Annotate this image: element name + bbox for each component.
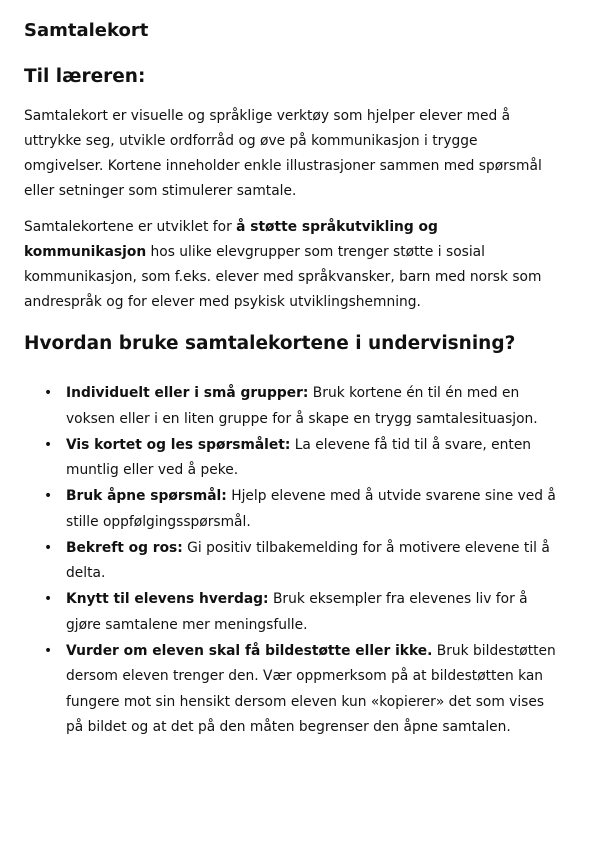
purpose-text-end: hos ulike elevgrupper som trenger støtte i sosial kommunikasjon, som f.eks. elever med språkvansker, barn med norsk som andrespråk og for elever med psykisk utviklingshemning.: [24, 244, 542, 310]
tip-title: Vis kortet og les spørsmålet:: [66, 436, 291, 453]
list-item: [24, 587, 560, 638]
bullet-icon: •: [44, 539, 53, 556]
tip-text: Bruk bildestøtten dersom eleven trenger den. Vær oppmerksom på at bildestøtten kan fungere mot sin hensikt dersom eleven kun «kopierer» det som vises på bildet og at det på den måten begrenser den åpne samtalen.: [66, 642, 556, 735]
usage-heading: Hvordan bruke samtalekortene i undervisning?: [24, 333, 516, 354]
list-item: [24, 639, 560, 741]
bullet-icon: •: [44, 488, 53, 504]
tip-text: La elevene få tid til å svare, enten muntlig eller ved å peke.: [66, 436, 532, 478]
tip-title: Vurder om eleven skal få bildestøtte eller ikke.: [66, 642, 433, 659]
list-item: [24, 536, 560, 587]
tip-title: Knytt til elevens hverdag:: [66, 591, 269, 607]
tip-text: Bruk kortene én til én med en voksen eller i en liten gruppe for å skape en trygg samtalesituasjon.: [66, 385, 538, 427]
purpose-paragraph: [24, 215, 560, 315]
teacher-heading: Til læreren:: [24, 66, 146, 87]
document-title: Samtalekort: [24, 20, 149, 41]
tip-text: Gi positiv tilbakemelding for å motivere elevene til å delta.: [66, 539, 550, 581]
usage-tips-list: [24, 381, 560, 741]
bullet-icon: •: [44, 642, 53, 659]
intro-paragraph: Samtalekort er visuelle og språklige verktøy som hjelper elever med å uttrykke seg, utvikle ordforråd og øve på kommunikasjon i trygge omgivelser. Kortene inneholder enkle illustrasjoner sammen med spørsmål eller setninger som stimulerer samtale.: [24, 108, 542, 199]
list-item: [24, 433, 560, 484]
bullet-icon: •: [44, 385, 53, 401]
purpose-text-bold: å støtte språkutvikling og kommunikasjon: [24, 219, 438, 260]
tip-title: Bruk åpne spørsmål:: [66, 488, 227, 504]
tip-title: Individuelt eller i små grupper:: [66, 385, 309, 401]
bullet-icon: •: [44, 436, 53, 453]
list-item: [24, 381, 560, 432]
purpose-text-start: Samtalekortene er utviklet for: [24, 219, 237, 235]
tip-title: Bekreft og ros:: [66, 539, 183, 556]
tip-text: Hjelp elevene med å utvide svarene sine ved å stille oppfølgingsspørsmål.: [66, 488, 556, 530]
bullet-icon: •: [44, 591, 53, 607]
list-item: [24, 484, 560, 535]
tip-text: Bruk eksempler fra elevenes liv for å gjøre samtalene mer meningsfulle.: [66, 591, 528, 633]
